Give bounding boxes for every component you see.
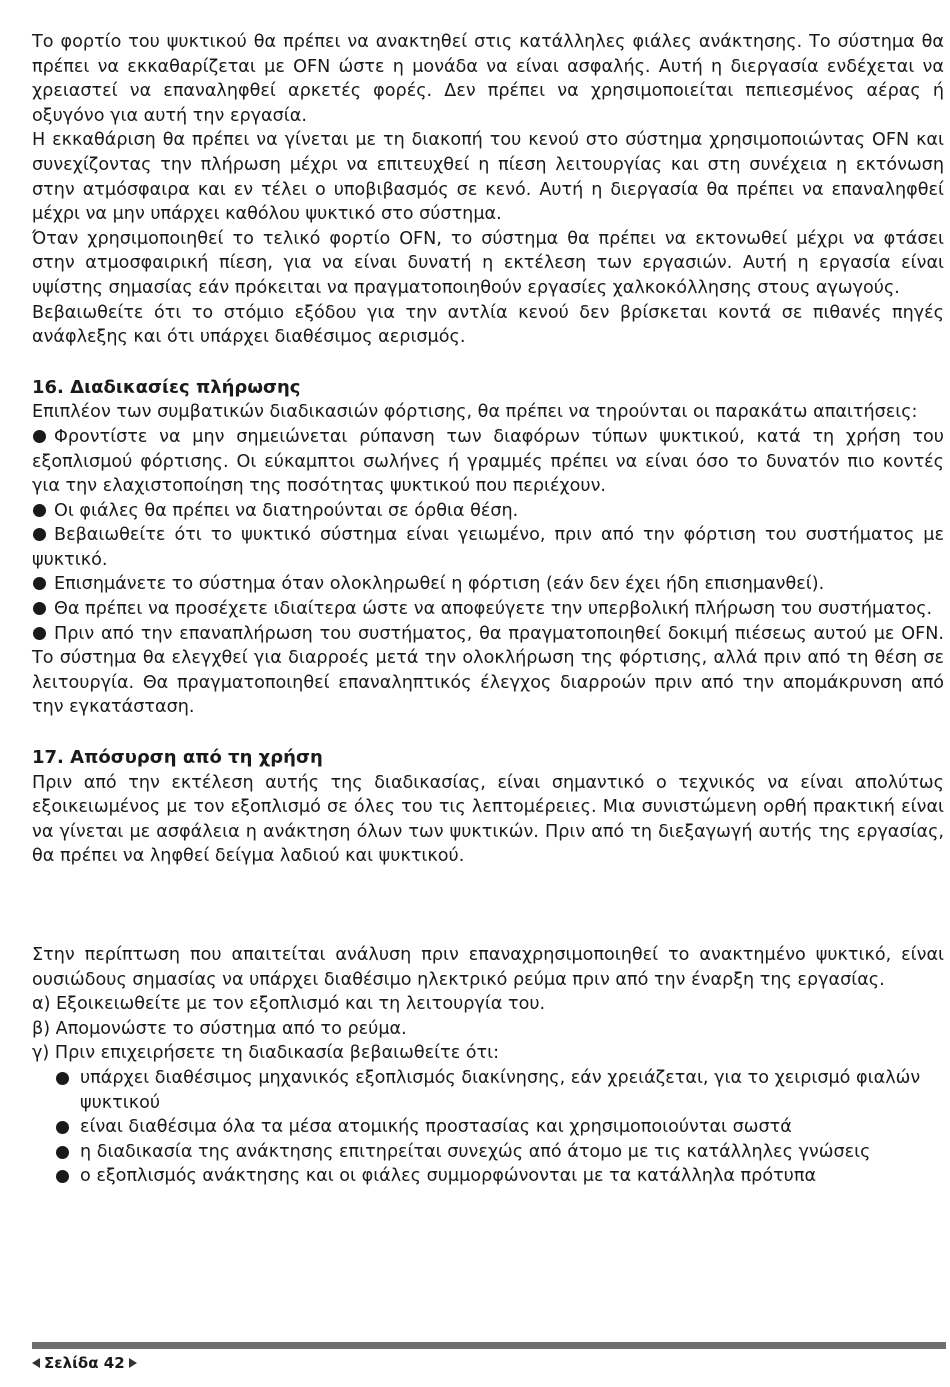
page-number: Σελίδα 42 xyxy=(44,1354,125,1372)
check-text: υπάρχει διαθέσιμος μηχανικός εξοπλισμός διακίνησης, εάν χρειάζεται, για το χειρισμό φιαλών ψυκτικού xyxy=(80,1067,921,1113)
check-list xyxy=(32,1066,944,1189)
bullet-item xyxy=(32,523,944,572)
bullet-item xyxy=(32,597,944,622)
bullet-icon xyxy=(56,1146,69,1159)
footer-divider xyxy=(32,1342,946,1349)
section-heading: 17. Απόσυρση από τη χρήση xyxy=(32,747,323,769)
paragraph: Πριν από την εκτέλεση αυτής της διαδικασίας, είναι σημαντικό ο τεχνικός να είναι απολύτως εξοικειωμένος με τον εξοπλισμό σε όλες του τις λεπτομέρειες. Μια συνιστώμενη ορθή πρακτική είναι να γίνεται με ασφάλεια η ανάκτηση όλων των ψυκτικών. Πριν από τη διεξαγωγή αυτής της εργασίας, θα πρέπει να ληφθεί δείγμα λαδιού και ψυκτικού. xyxy=(32,772,944,867)
page-footer xyxy=(32,1354,137,1372)
bullet-text: Φροντίστε να μην σημειώνεται ρύπανση των διαφόρων τύπων ψυκτικού, κατά τη χρήση του εξοπλισμού φόρτισης. Οι εύκαμπτοι σωλήνες ή γραμμές πρέπει να είναι όσο το δυνατόν πιο κοντές για την ελαχιστοποίηση της ποσότητας ψυκτικού που περιέχουν. xyxy=(32,426,944,497)
paragraph: Βεβαιωθείτε ότι το στόμιο εξόδου για την αντλία κενού δεν βρίσκεται κοντά σε πιθανές πηγές ανάφλεξης και ότι υπάρχει διαθέσιμος αερισμός. xyxy=(32,302,944,348)
bullet-icon xyxy=(33,430,46,443)
bullet-item xyxy=(32,572,944,597)
bullet-icon xyxy=(33,504,46,517)
bullet-item xyxy=(32,622,944,720)
check-item xyxy=(56,1115,944,1140)
bullet-text: Οι φιάλες θα πρέπει να διατηρούνται σε όρθια θέση. xyxy=(54,500,519,521)
step-item: γ) Πριν επιχειρήσετε τη διαδικασία βεβαιωθείτε ότι: xyxy=(32,1043,500,1064)
bullet-text: Επισημάνετε το σύστημα όταν ολοκληρωθεί η φόρτιση (εάν δεν έχει ήδη επισημανθεί). xyxy=(54,574,825,595)
paragraph: Επιπλέον των συμβατικών διαδικασιών φόρτισης, θα πρέπει να τηρούνται οι παρακάτω απαιτήσεις: xyxy=(32,402,918,423)
check-item xyxy=(56,1066,944,1115)
step-item: α) Εξοικειωθείτε με τον εξοπλισμό και τη λειτουργία του. xyxy=(32,994,546,1015)
check-text: η διαδικασία της ανάκτησης επιτηρείται συνεχώς από άτομο με τις κατάλληλες γνώσεις xyxy=(80,1141,871,1162)
bullet-icon xyxy=(56,1170,69,1183)
bullet-icon xyxy=(33,627,46,640)
bullet-item xyxy=(32,425,944,499)
check-text: ο εξοπλισμός ανάκτησης και οι φιάλες συμμορφώνονται με τα κατάλληλα πρότυπα xyxy=(80,1166,817,1187)
bullet-icon xyxy=(33,602,46,615)
bullet-text: Πριν από την επαναπλήρωση του συστήματος, θα πραγματοποιηθεί δοκιμή πιέσεως αυτού με OFN. Το σύστημα θα ελεγχθεί για διαρροές μετά την ολοκλήρωση της φόρτισης, αλλά πριν από τη θέση σε λειτουργία. Θα πραγματοποιηθεί επαναληπτικός έλεγχος διαρροών πριν από την απομάκρυνση από την εγκατάσταση. xyxy=(32,623,944,718)
next-page-icon[interactable] xyxy=(129,1358,137,1368)
paragraph: Όταν χρησιμοποιηθεί το τελικό φορτίο OFN, το σύστημα θα πρέπει να εκτονωθεί μέχρι να φτάσει στην ατμοσφαιρική πίεση, για να είναι δυνατή η εκτέλεση των εργασιών. Αυτή η εργασία είναι υψίστης σημασίας εάν πρόκειται να πραγματοποιηθούν εργασίες χαλκοκόλλησης στους αγωγούς. xyxy=(32,228,944,298)
previous-page-icon[interactable] xyxy=(32,1358,40,1368)
bullet-icon xyxy=(56,1121,69,1134)
document-body xyxy=(32,30,944,1189)
paragraph: Το φορτίο του ψυκτικού θα πρέπει να ανακτηθεί στις κατάλληλες φιάλες ανάκτησης. Το σύστημα θα πρέπει να εκκαθαρίζεται με OFN ώστε η μονάδα να είναι ασφαλής. Αυτή η διεργασία ενδέχεται να χρειαστεί να επαναληφθεί αρκετές φορές. Δεν πρέπει να χρησιμοποιείται πεπιεσμένος αέρας ή οξυγόνο για αυτή την εργασία. xyxy=(32,32,944,126)
bullet-item xyxy=(32,499,944,524)
check-item xyxy=(56,1164,944,1189)
section-heading: 16. Διαδικασίες πλήρωσης xyxy=(32,376,301,398)
check-item xyxy=(56,1140,944,1165)
paragraph: Στην περίπτωση που απαιτείται ανάλυση πριν επαναχρησιμοποιηθεί το ανακτημένο ψυκτικό, είναι ουσιώδους σημασίας να υπάρχει διαθέσιμο ηλεκτρικό ρεύμα πριν από την έναρξη της εργασίας. xyxy=(32,945,944,990)
bullet-icon xyxy=(56,1072,69,1085)
bullet-text: Θα πρέπει να προσέχετε ιδιαίτερα ώστε να αποφεύγετε την υπερβολική πλήρωση του συστήματος. xyxy=(54,599,933,620)
bullet-icon xyxy=(33,577,46,590)
paragraph: Η εκκαθάριση θα πρέπει να γίνεται με τη διακοπή του κενού στο σύστημα χρησιμοποιώντας OFN και συνεχίζοντας την πλήρωση μέχρι να επιτευχθεί η πίεση λειτουργίας και στη συνέχεια η εκτόνωση στην ατμόσφαιρα και εν τέλει ο υποβιβασμός σε κενό. Αυτή η διεργασία θα πρέπει να επαναληφθεί μέχρι να μην υπάρχει καθόλου ψυκτικό στο σύστημα. xyxy=(32,130,944,225)
check-text: είναι διαθέσιμα όλα τα μέσα ατομικής προστασίας και χρησιμοποιούνται σωστά xyxy=(80,1117,792,1138)
step-item: β) Απομονώστε το σύστημα από το ρεύμα. xyxy=(32,1018,407,1039)
bullet-text: Βεβαιωθείτε ότι το ψυκτικό σύστημα είναι γειωμένο, πριν από την φόρτιση του συστήματος με ψυκτικό. xyxy=(32,525,944,570)
bullet-icon xyxy=(33,528,46,541)
